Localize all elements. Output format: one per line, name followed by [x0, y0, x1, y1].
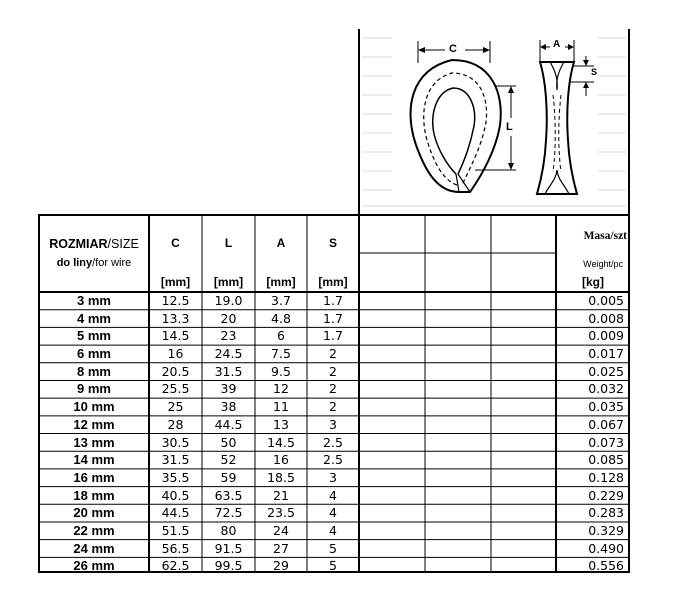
cell-l: 31.5: [214, 363, 243, 379]
cell-l: 72.5: [214, 505, 243, 521]
cell-a: 29: [273, 558, 289, 574]
diagram-label-a: A: [553, 39, 561, 50]
cell-l: 63.5: [214, 487, 243, 503]
cell-c: 14.5: [161, 328, 190, 344]
cell-l: 19.0: [214, 293, 243, 308]
cell-s: 4: [329, 505, 337, 521]
cell-s: 1.7: [323, 328, 343, 344]
cell-c: 12.5: [161, 293, 190, 308]
cell-mass: 0.009: [588, 328, 624, 344]
cell-c: 25: [167, 399, 184, 415]
cell-s: 2.5: [323, 452, 343, 468]
cell-l: 52: [220, 452, 237, 468]
cell-s: 5: [329, 540, 337, 556]
cell-a: 7.5: [271, 346, 291, 362]
cell-size: 24 mm: [73, 540, 115, 556]
unit-c: [mm]: [160, 275, 191, 289]
cell-size: 8 mm: [77, 363, 111, 379]
unit-s: [mm]: [318, 275, 348, 289]
cell-c: 31.5: [161, 452, 190, 468]
cell-a: 12: [273, 381, 289, 397]
cell-s: 3: [329, 416, 337, 432]
cell-l: 50: [220, 434, 237, 450]
cell-size: 12 mm: [73, 416, 115, 432]
cell-size: 9 mm: [77, 381, 111, 397]
cell-size: 3 mm: [77, 293, 111, 308]
cell-size: 18 mm: [73, 487, 115, 503]
cell-s: 2: [329, 381, 337, 397]
cell-c: 40.5: [161, 487, 190, 503]
cell-size: 14 mm: [73, 452, 115, 468]
col-header-l: L: [224, 236, 233, 250]
cell-mass: 0.008: [588, 310, 624, 326]
unit-a: [mm]: [266, 275, 296, 289]
cell-size: 5 mm: [77, 328, 111, 344]
cell-mass: 0.490: [588, 540, 624, 556]
cell-mass: 0.229: [588, 487, 624, 503]
cell-c: 13.3: [161, 310, 190, 326]
unit-l: [mm]: [213, 275, 244, 289]
cell-a: 6: [277, 328, 285, 344]
col-header-s: S: [328, 236, 337, 250]
mass-header: Masa/szt: [583, 230, 627, 242]
cell-size: 13 mm: [73, 434, 115, 450]
cell-s: 5: [329, 558, 337, 574]
cell-mass: 0.032: [588, 381, 624, 397]
cell-l: 23: [220, 328, 237, 344]
cell-l: 24.5: [214, 346, 243, 362]
cell-c: 44.5: [161, 505, 190, 521]
cell-l: 44.5: [214, 416, 243, 432]
cell-mass: 0.329: [588, 522, 624, 538]
cell-size: 4 mm: [77, 310, 111, 326]
cell-a: 14.5: [267, 434, 295, 450]
cell-a: 16: [273, 452, 289, 468]
weight-header: Weight/pc: [583, 259, 623, 269]
diagram-label-s: S: [591, 67, 598, 77]
cell-mass: 0.128: [588, 469, 624, 485]
cell-l: 59: [220, 469, 237, 485]
cell-l: 39: [220, 381, 237, 397]
cell-l: 99.5: [214, 558, 243, 574]
cell-c: 28: [167, 416, 184, 432]
cell-mass: 0.556: [588, 558, 624, 574]
cell-c: 30.5: [161, 434, 190, 450]
cell-size: 22 mm: [73, 522, 115, 538]
cell-a: 11: [273, 399, 289, 415]
thimble-diagram: [362, 38, 626, 206]
thimble-front-opening: [433, 88, 475, 174]
cell-l: 80: [220, 522, 237, 538]
cell-c: 25.5: [161, 381, 190, 397]
cell-c: 56.5: [161, 540, 190, 556]
cell-size: 20 mm: [73, 505, 115, 521]
wire-header: do liny/for wire: [56, 257, 132, 269]
cell-s: 3: [329, 469, 337, 485]
cell-l: 38: [220, 399, 237, 415]
cell-a: 9.5: [271, 363, 291, 379]
cell-mass: 0.035: [588, 399, 624, 415]
cell-a: 4.8: [271, 310, 291, 326]
cell-a: 23.5: [267, 505, 295, 521]
cell-l: 20: [220, 310, 237, 326]
cell-a: 21: [273, 487, 289, 503]
cell-c: 51.5: [161, 522, 190, 538]
cell-s: 2: [329, 346, 337, 362]
cell-s: 1.7: [323, 293, 343, 308]
diagram-label-l: L: [506, 121, 513, 133]
cell-mass: 0.017: [588, 346, 624, 362]
cell-s: 4: [329, 487, 337, 503]
cell-c: 16: [167, 346, 184, 362]
cell-c: 20.5: [161, 363, 190, 379]
cell-a: 13: [273, 416, 289, 432]
cell-s: 2.5: [323, 434, 343, 450]
col-header-c: C: [171, 236, 180, 250]
cell-c: 35.5: [161, 469, 190, 485]
cell-a: 27: [273, 540, 289, 556]
cell-mass: 0.005: [588, 293, 624, 308]
cell-s: 1.7: [323, 310, 343, 326]
cell-a: 24: [273, 522, 289, 538]
cell-c: 62.5: [161, 558, 190, 574]
cell-mass: 0.283: [588, 505, 624, 521]
cell-a: 18.5: [267, 469, 295, 485]
cell-size: 6 mm: [77, 346, 111, 362]
unit-kg: [kg]: [582, 275, 604, 289]
cell-size: 10 mm: [73, 399, 115, 415]
cell-a: 3.7: [271, 293, 291, 308]
cell-s: 2: [329, 363, 337, 379]
cell-l: 91.5: [214, 540, 243, 556]
cell-s: 4: [329, 522, 337, 538]
cell-mass: 0.073: [588, 434, 624, 450]
cell-mass: 0.067: [588, 416, 624, 432]
col-header-a: A: [276, 236, 286, 250]
cell-size: 26 mm: [73, 558, 115, 574]
cell-s: 2: [329, 399, 337, 415]
cell-mass: 0.025: [588, 363, 624, 379]
size-header: ROZMIAR/SIZE: [49, 237, 139, 251]
cell-mass: 0.085: [588, 452, 624, 468]
diagram-label-c: C: [449, 43, 457, 55]
cell-size: 16 mm: [73, 469, 115, 485]
